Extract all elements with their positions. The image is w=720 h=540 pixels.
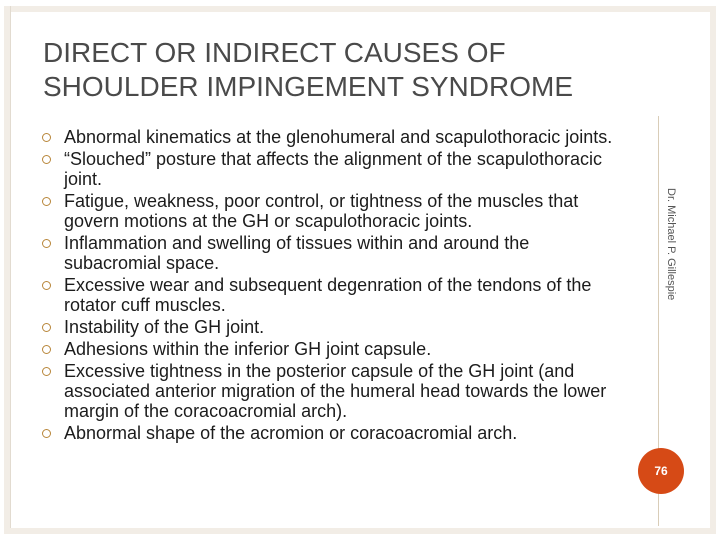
bullet-text: Abnormal shape of the acromion or coracoacromial arch. <box>64 423 518 443</box>
circle-bullet-icon <box>42 155 51 164</box>
bullet-text: Fatigue, weakness, poor control, or tightness of the muscles that govern motions at the GH or scapulothoracic joints. <box>64 191 579 231</box>
bullet-list <box>42 127 626 445</box>
bullet-item <box>42 233 626 273</box>
bullet-text: Excessive wear and subsequent degenration of the tendons of the rotator cuff muscles. <box>64 275 592 315</box>
circle-bullet-icon <box>42 367 51 376</box>
circle-bullet-icon <box>42 323 51 332</box>
bullet-text: “Slouched” posture that affects the alignment of the scapulothoracic joint. <box>64 149 602 189</box>
circle-bullet-icon <box>42 197 51 206</box>
bullet-text: Excessive tightness in the posterior capsule of the GH joint (and associated anterior migration of the humeral head towards the lower margin of the coracoacromial arch). <box>64 361 607 421</box>
bullet-item <box>42 361 626 421</box>
circle-bullet-icon <box>42 281 51 290</box>
page-number-badge: 76 <box>638 448 684 494</box>
bullet-item <box>42 127 626 147</box>
bullet-text: Inflammation and swelling of tissues within and around the subacromial space. <box>64 233 530 273</box>
circle-bullet-icon <box>42 429 51 438</box>
slide-frame-bottom <box>4 528 716 534</box>
slide-title: DIRECT OR INDIRECT CAUSES OF SHOULDER IMPINGEMENT SYNDROME <box>43 37 573 102</box>
bullet-item <box>42 339 626 359</box>
bullet-text: Instability of the GH joint. <box>64 317 265 337</box>
bullet-text: Adhesions within the inferior GH joint capsule. <box>64 339 432 359</box>
slide-frame-top <box>4 6 716 12</box>
bullet-item <box>42 423 626 443</box>
bullet-item <box>42 149 626 189</box>
bullet-text: Abnormal kinematics at the glenohumeral and scapulothoracic joints. <box>64 127 613 147</box>
circle-bullet-icon <box>42 133 51 142</box>
bullet-item <box>42 275 626 315</box>
author-credit: Dr. Michael P. Gillespie <box>665 188 677 301</box>
bullet-item <box>42 191 626 231</box>
slide-frame-right <box>710 6 716 534</box>
slide-frame-left <box>4 6 11 534</box>
bullet-item <box>42 317 626 337</box>
circle-bullet-icon <box>42 345 51 354</box>
circle-bullet-icon <box>42 239 51 248</box>
